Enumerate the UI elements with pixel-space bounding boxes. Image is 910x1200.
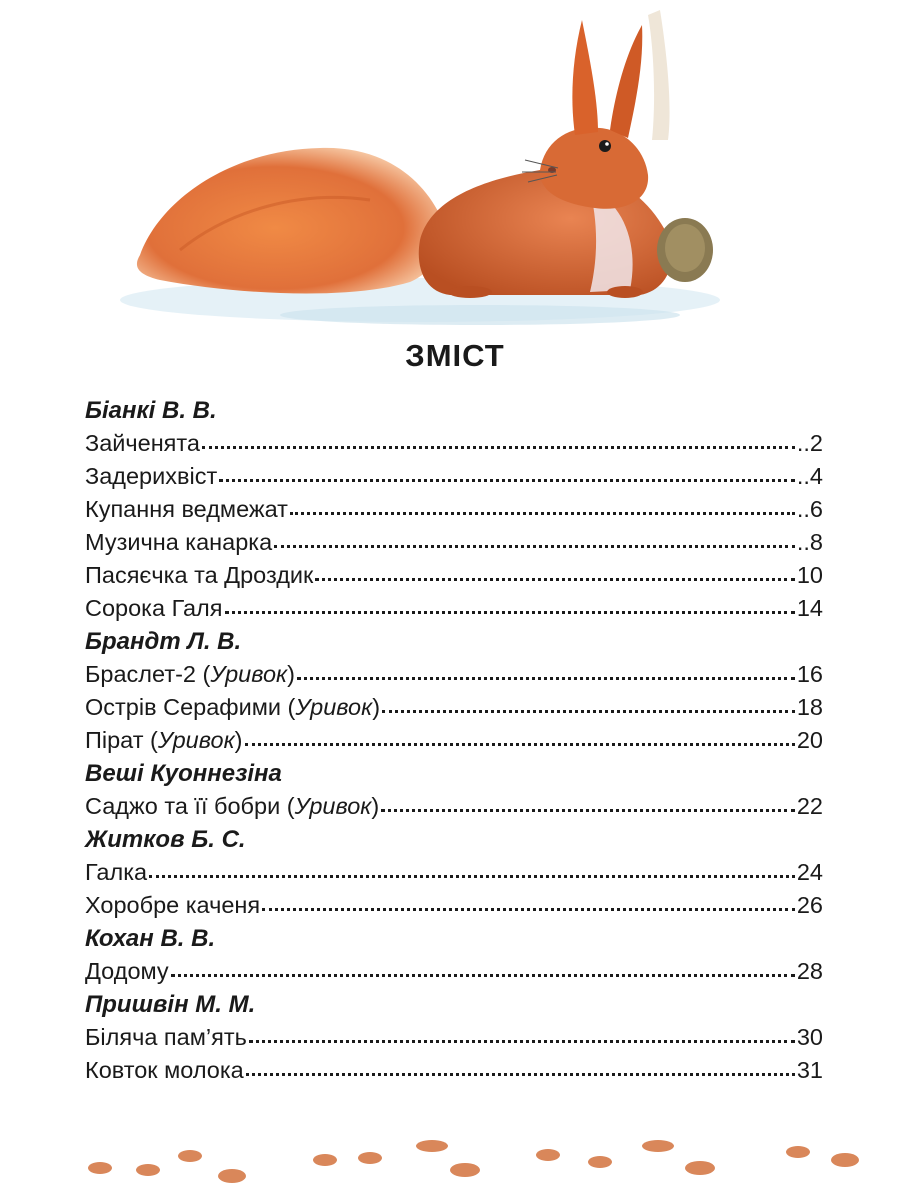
table-of-contents xyxy=(85,394,823,1087)
toc-entry-title xyxy=(85,592,223,625)
toc-page-number: 20 xyxy=(796,727,823,753)
toc-author: Біанкі В. В. xyxy=(85,397,217,424)
dot-leader xyxy=(297,673,795,680)
toc-entry-title-text: Хоробре каченя xyxy=(85,892,261,918)
toc-entry-title xyxy=(85,1021,247,1054)
toc-entry-title-text: Браслет-2 xyxy=(85,661,196,687)
toc-entry-title-text: Додому xyxy=(85,958,169,984)
dot-leader xyxy=(290,508,795,515)
toc-entry-title xyxy=(85,1054,244,1087)
dot-leader xyxy=(171,970,795,977)
squirrel-illustration xyxy=(120,0,730,330)
toc-author: Веші Куоннезіна xyxy=(85,760,282,787)
dot-leader xyxy=(315,574,795,581)
toc-entry-title-text: Задерихвіст xyxy=(85,463,218,489)
toc-page-number: 16 xyxy=(796,661,823,687)
toc-entry-title xyxy=(85,460,217,493)
toc-page-number: 30 xyxy=(796,1024,823,1050)
toc-entry-title-text: Пірат xyxy=(85,727,144,753)
toc-author: Житков Б. С. xyxy=(85,826,246,853)
toc-entry xyxy=(85,460,823,493)
dot-leader xyxy=(249,1036,795,1043)
toc-entry xyxy=(85,559,823,592)
toc-entry xyxy=(85,856,823,889)
toc-page-number: ..4 xyxy=(796,463,823,489)
paw-tracks-decoration xyxy=(0,1130,910,1200)
toc-entry xyxy=(85,1021,823,1054)
toc-page-number: 22 xyxy=(796,793,823,819)
dot-leader xyxy=(274,541,795,548)
toc-entry-title-text: Зайченята xyxy=(85,430,200,456)
toc-entry xyxy=(85,658,823,691)
toc-entry-title-text: Острів Серафими xyxy=(85,694,282,720)
toc-entry-title-text: Музична канарка xyxy=(85,529,273,555)
toc-page-number: 28 xyxy=(796,958,823,984)
toc-author: Пришвін М. М. xyxy=(85,991,256,1018)
toc-author: Брандт Л. В. xyxy=(85,628,242,655)
toc-author: Кохан В. В. xyxy=(85,925,216,952)
toc-entry-title xyxy=(85,427,200,460)
toc-entry-title xyxy=(85,889,260,922)
toc-page-number: 24 xyxy=(796,859,823,885)
toc-entry-title-text: Галка xyxy=(85,859,148,885)
toc-page-number: ..8 xyxy=(796,529,823,555)
toc-entry-title xyxy=(85,526,272,559)
toc-entry xyxy=(85,493,823,526)
toc-entry-title: Пірат (Уривок) xyxy=(85,727,243,753)
dot-leader xyxy=(381,805,795,812)
toc-entry xyxy=(85,955,823,988)
dot-leader xyxy=(245,739,795,746)
toc-entry xyxy=(85,1054,823,1087)
toc-entry-title-text: Сорока Галя xyxy=(85,595,223,621)
dot-leader xyxy=(225,607,795,614)
toc-entry-title-text: Пасяєчка та Дроздик xyxy=(85,562,314,588)
toc-entry-title xyxy=(85,856,147,889)
toc-entry-title-text: Біляча пам’ять xyxy=(85,1024,247,1050)
toc-entry-title xyxy=(85,955,169,988)
dot-leader xyxy=(382,706,795,713)
toc-page-number: 14 xyxy=(796,595,823,621)
toc-entry-note: Уривок xyxy=(295,694,373,720)
toc-entry xyxy=(85,526,823,559)
toc-entry-title: Браслет-2 (Уривок) xyxy=(85,661,295,687)
toc-entry-title-text: Саджо та її бобри xyxy=(85,793,281,819)
toc-page-number: 10 xyxy=(796,562,823,588)
toc-entry xyxy=(85,427,823,460)
dot-leader xyxy=(262,904,795,911)
page-title: ЗМІСТ xyxy=(405,338,505,373)
toc-page-number: ..2 xyxy=(796,430,823,456)
toc-entry xyxy=(85,691,823,724)
toc-entry-title: Острів Серафими (Уривок) xyxy=(85,694,381,720)
dot-leader xyxy=(149,871,795,878)
toc-page-number: 18 xyxy=(796,694,823,720)
toc-entry-note: Уривок xyxy=(294,793,372,819)
toc-entry-title-text: Ковток молока xyxy=(85,1057,244,1083)
toc-entry xyxy=(85,592,823,625)
toc-entry-title-text: Купання ведмежат xyxy=(85,496,288,522)
dot-leader xyxy=(246,1069,795,1076)
toc-entry-note: Уривок xyxy=(157,727,235,753)
toc-entry-title xyxy=(85,493,288,526)
toc-entry-title: Саджо та її бобри (Уривок) xyxy=(85,793,380,819)
toc-entry xyxy=(85,790,823,823)
toc-entry xyxy=(85,724,823,757)
toc-page-number: ..6 xyxy=(796,496,823,522)
toc-entry-title xyxy=(85,559,313,592)
toc-entry-note: Уривок xyxy=(210,661,288,687)
toc-entry xyxy=(85,889,823,922)
dot-leader xyxy=(202,442,795,449)
toc-page-number: 31 xyxy=(796,1057,823,1083)
dot-leader xyxy=(219,475,795,482)
toc-page-number: 26 xyxy=(796,892,823,918)
